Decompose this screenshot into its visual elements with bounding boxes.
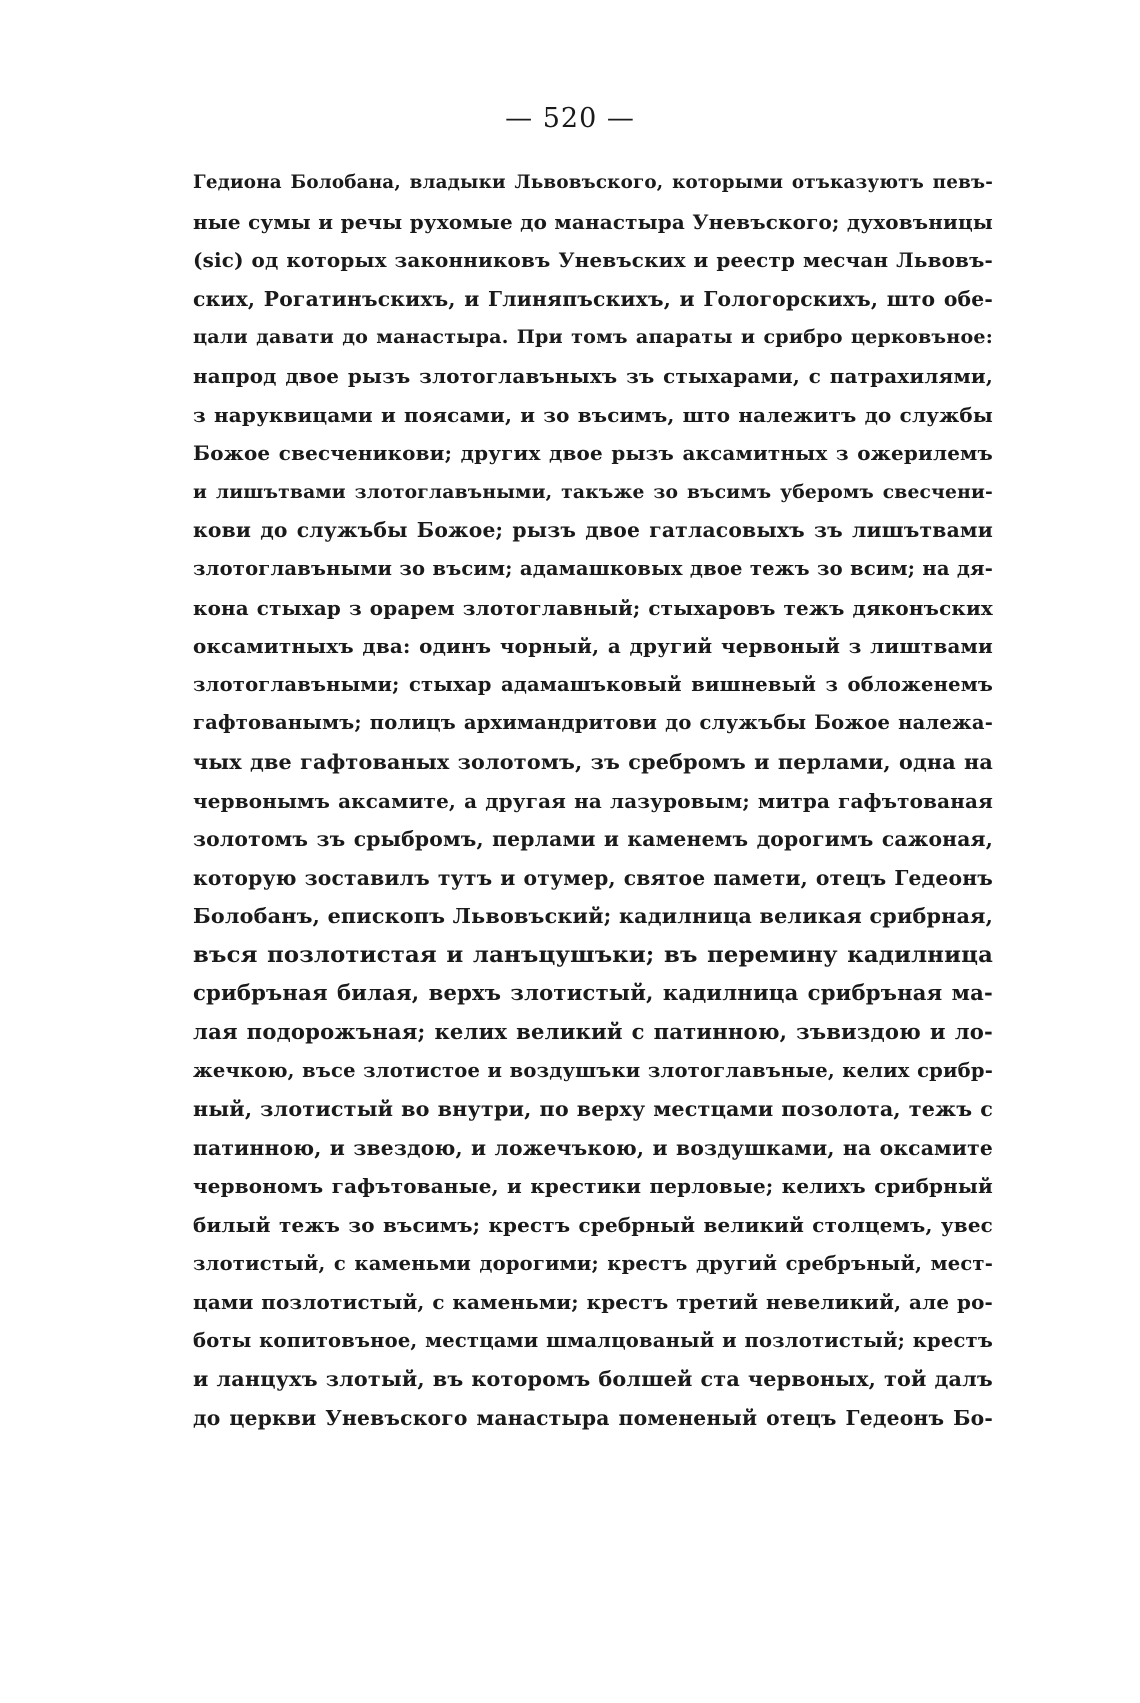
text-line: цали давати до манастыра. При томъ апараты и срибро церковъное: [193, 325, 993, 349]
text-line: и лишътвами злотоглавъными, такъже зо въсимъ уберомъ свесчени- [193, 480, 993, 503]
text-line: кона стыхар з орарем злотоглавный; стыхаровъ тежъ дяконъских [193, 595, 993, 620]
text-line: з наруквицами и поясами, и зо въсимъ, што належитъ до службы [193, 402, 993, 427]
text-line: Божое свесченикови; других двое рызъ аксамитных з ожерилемъ [193, 441, 993, 466]
text-line: червономъ гафътованые, и крестики перловые; келихъ срибрный [193, 1174, 993, 1199]
text-line: ских, Рогатинъскихъ, и Глиняпъскихъ, и Гологорскихъ, што обе- [193, 286, 993, 311]
text-line: гафтованымъ; полицъ архимандритови до служъбы Божое належа- [193, 711, 993, 735]
page-number: — 520 — [505, 103, 635, 134]
text-line: (sic) од которых законниковъ Уневъских и реестр месчан Львовъ- [193, 248, 993, 273]
text-line: кови до служъбы Божое; рызъ двое гатласовыхъ зъ лишътвами [193, 518, 993, 543]
body-text [193, 164, 993, 1438]
text-line: золотомъ зъ срыбромъ, перлами и каменемъ дорогимъ сажоная, [193, 827, 993, 852]
text-line: ный, злотистый во внутри, по верху местцами позолота, тежъ с [193, 1097, 993, 1122]
text-line: цами позлотистый, с каменьми; крестъ третий невеликий, але ро- [193, 1290, 993, 1315]
text-line: билый тежъ зо въсимъ; крестъ сребрный великий столцемъ, увес [193, 1213, 993, 1238]
text-line: въся позлотистая и ланъцушъки; въ перемину кадилница [193, 941, 993, 968]
text-line: которую зоставилъ тутъ и отумер, святое памети, отецъ Гедеонъ [193, 865, 993, 890]
text-line: червонымъ аксамите, а другая на лазуровым; митра гафътованая [193, 788, 993, 813]
text-line: жечкою, въсе злотистое и воздушъки злотоглавъные, келих срибр- [193, 1058, 993, 1082]
text-line: злотистый, с каменьми дорогими; крестъ другий сребръный, мест- [193, 1251, 993, 1275]
text-line: до церкви Уневъского манастыра помененый отецъ Гедеонъ Бо- [193, 1406, 993, 1430]
text-line: срибръная билая, верхъ злотистый, кадилница срибръная ма- [193, 980, 993, 1006]
text-line: злотоглавъными; стыхар адамашъковый вишневый з обложенемъ [193, 672, 993, 696]
text-line: патинною, и звездою, и ложечъкою, и воздушками, на оксамите [193, 1135, 993, 1160]
text-line: Гедиона Болобана, владыки Львовъского, которыми отъказуютъ певъ- [193, 172, 993, 193]
text-line: боты копитовъное, местцами шмалцованый и позлотистый; крестъ [193, 1328, 993, 1352]
text-line: Болобанъ, епископъ Львовъский; кадилница великая срибрная, [193, 904, 993, 929]
text-line: напрод двое рызъ злотоглавъныхъ зъ стыхарами, с патрахилями, [193, 363, 993, 388]
text-line: злотоглавъными зо въсим; адамашковых двое тежъ зо всим; на дя- [193, 556, 993, 580]
text-line: и ланцухъ злотый, въ которомъ болшей ста червоных, той далъ [193, 1367, 993, 1392]
text-line: оксамитныхъ два: одинъ чорный, а другий червоный з лиштвами [193, 634, 993, 659]
text-line: ные сумы и речы рухомые до манастыра Уневъского; духовъницы [193, 209, 993, 234]
text-line: чых две гафтованых золотомъ, зъ сребромъ и перлами, одна на [193, 749, 993, 774]
text-line: лая подорожъная; келих великий с патинною, зъвиздою и ло- [193, 1019, 993, 1045]
